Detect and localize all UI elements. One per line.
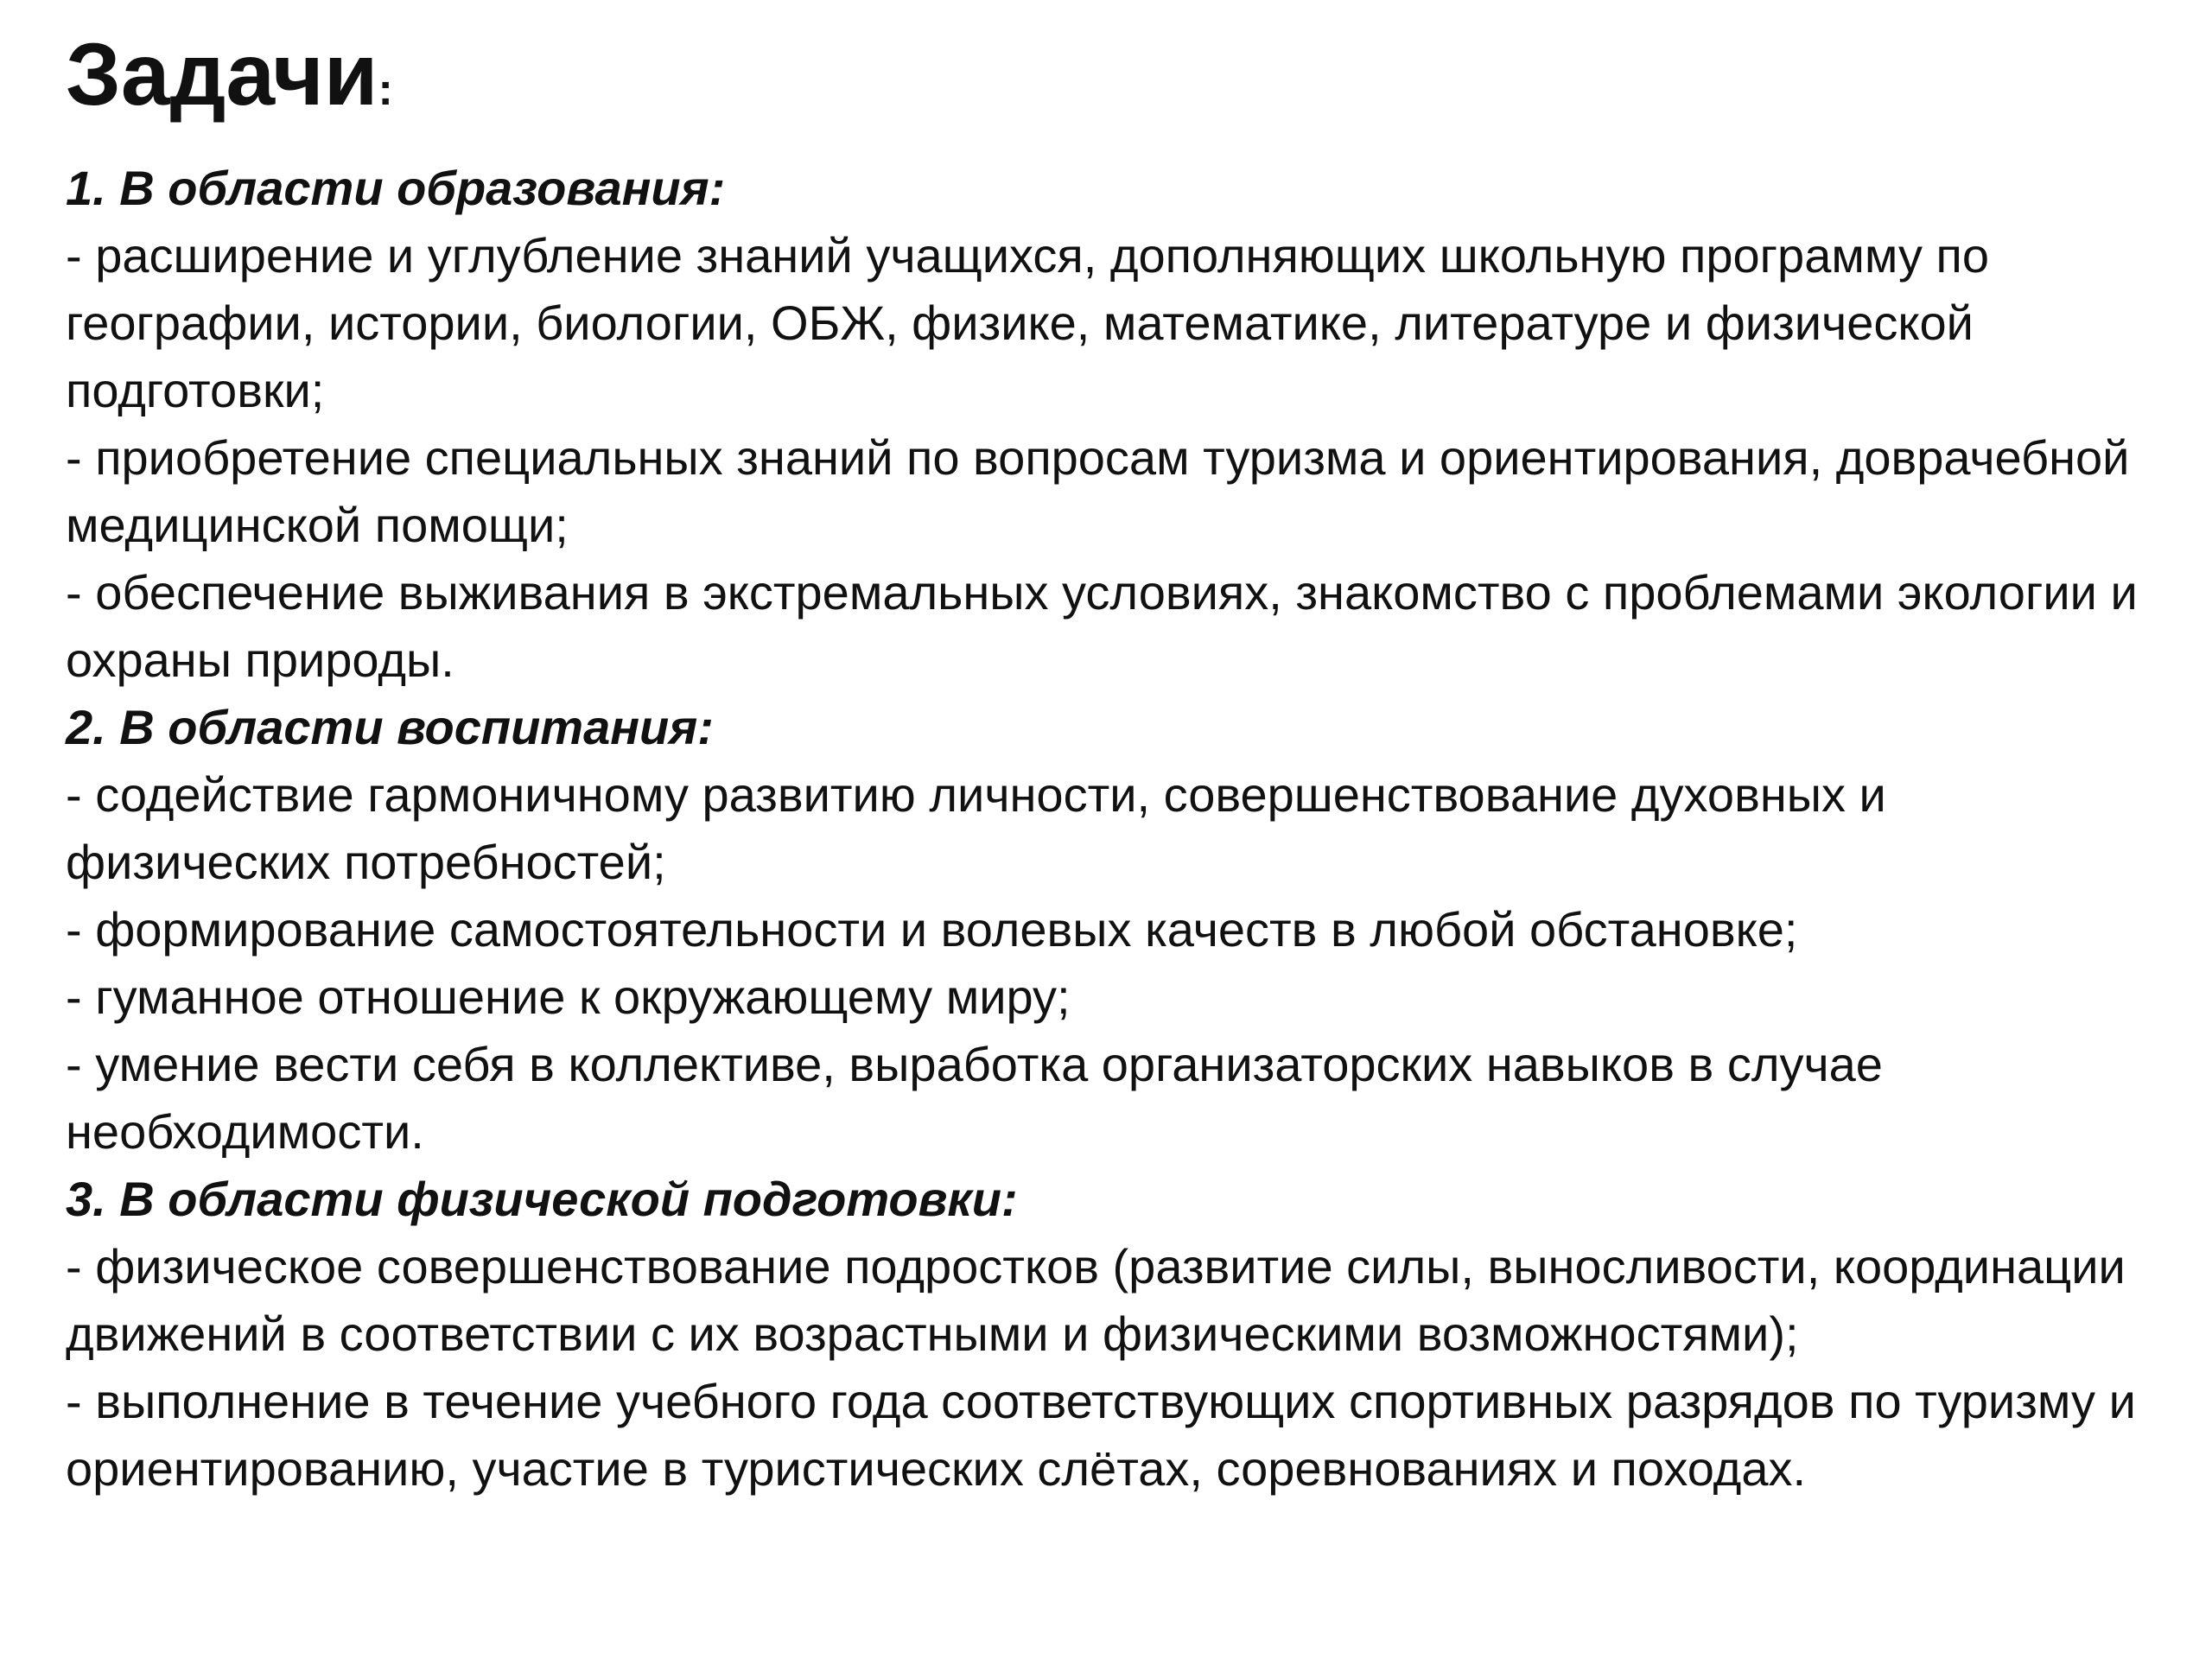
title-colon: : (378, 65, 393, 115)
slide (66, 24, 2157, 1503)
list-item: - выполнение в течение учебного года соответствующих спортивных разрядов по туризму и ориентированию, участие в туристических слётах, соревнованиях и походах. (66, 1374, 2136, 1497)
section-heading: 3. В области физической подготовки: (66, 1172, 1018, 1227)
section-heading: 1. В области образования: (66, 161, 726, 216)
title-text: Задачи (66, 25, 378, 124)
list-item: - содействие гармоничному развитию личности, совершенствование духовных и физических потребностей; (66, 767, 1886, 890)
section-physical-training (66, 1166, 2157, 1503)
list-item: - приобретение специальных знаний по вопросам туризма и ориентирования, доврачебной медицинской помощи; (66, 430, 2130, 553)
list-item: - гуманное отношение к окружающему миру; (66, 969, 1071, 1025)
section-heading: 2. В области воспитания: (66, 700, 714, 755)
page-title (66, 24, 2157, 125)
list-item: - умение вести себя в коллективе, выработка организаторских навыков в случае необходимости. (66, 1037, 1883, 1160)
list-item: - физическое совершенствование подростков (развитие силы, выносливости, координации движений в соответствии с их возрастными и физическими возможностями); (66, 1239, 2126, 1362)
list-item: - расширение и углубление знаний учащихся, дополняющих школьную программу по географии, истории, биологии, ОБЖ, физике, математике, литературе и физической подготовки; (66, 228, 1989, 418)
list-item: - формирование самостоятельности и волевых качеств в любой обстановке; (66, 902, 1798, 957)
list-item: - обеспечение выживания в экстремальных условиях, знакомство с проблемами экологии и охраны природы. (66, 565, 2138, 688)
section-upbringing (66, 694, 2157, 1166)
section-education (66, 155, 2157, 694)
